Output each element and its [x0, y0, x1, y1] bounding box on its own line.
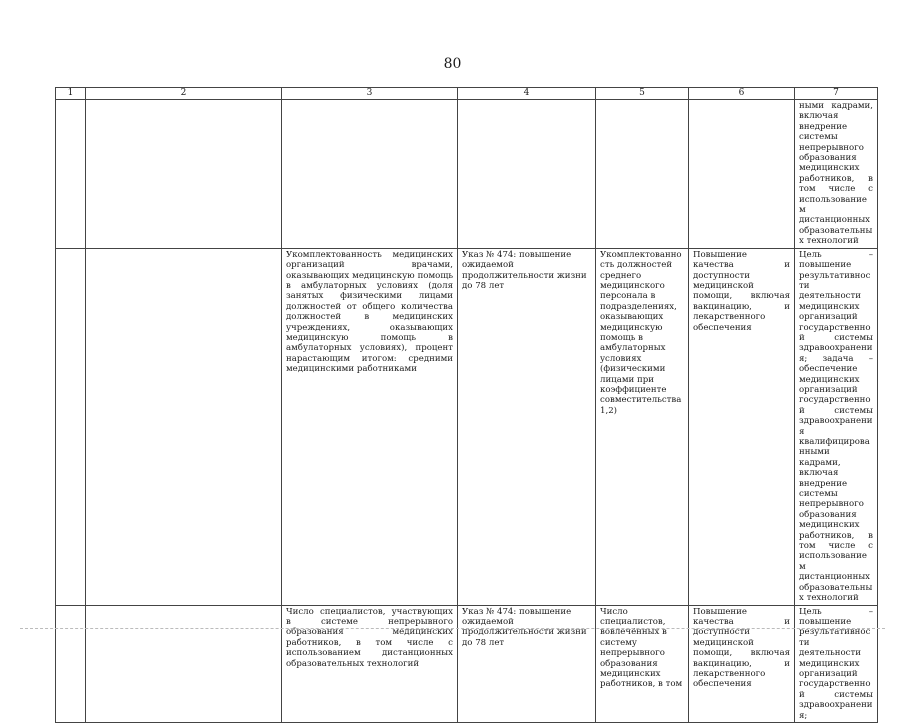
cell-text: Число специалистов, участвующих в системе непрерывного образования медицинских работников, в том числе с использованием дистанционных образовательных технологий	[286, 606, 453, 669]
page-number: 80	[443, 56, 462, 72]
table-row	[56, 248, 878, 605]
column-header-2: 2	[86, 88, 282, 100]
table-cell-goal	[795, 100, 878, 249]
table-row	[56, 100, 878, 249]
table-cell	[56, 100, 86, 249]
column-header-1: 1	[56, 88, 86, 100]
column-header-7: 7	[795, 88, 878, 100]
cell-text: Указ № 474: повышение ожидаемой продолжительности жизни до 78 лет	[462, 249, 587, 291]
cell-text: Повышение качества и доступности медицинской помощи, включая вакцинацию, и лекарственного обеспечения	[693, 249, 790, 333]
column-header-6: 6	[689, 88, 795, 100]
table-cell	[86, 605, 282, 722]
table-cell-goal	[795, 605, 878, 722]
cell-text: Повышение качества и доступности медицинской помощи, включая вакцинацию, и лекарственного обеспечения	[693, 606, 790, 690]
column-header-3: 3	[282, 88, 458, 100]
table-cell-decree	[458, 248, 596, 605]
table-cell	[458, 100, 596, 249]
cell-text: Укомплектованность медицинских организаций врачами, оказывающих медицинскую помощь в амбулаторных условиях (доля занятых физическими лицами должностей от общего количества должностей в медицинских учреждениях, оказывающих медицинскую помощь в амбулаторных условиях), процент нарастающим итогом: средними медицинскими работниками	[286, 249, 453, 375]
column-header-4: 4	[458, 88, 596, 100]
table-cell	[56, 248, 86, 605]
cell-text: ными кадрами, включая внедрение системы непрерывного образования медицинских работников, в том числе с использованием дистанционных образовательных технологий	[799, 101, 873, 247]
table-cell-metric	[596, 605, 689, 722]
cell-text: Укомплектованность должностей среднего медицинского персонала в подразделениях, оказывающих медицинскую помощь в амбулаторных условиях (физическими лицами при коэффициенте совместительства 1,2)	[600, 249, 682, 416]
column-header-5: 5	[596, 88, 689, 100]
table-cell	[86, 100, 282, 249]
table-cell-indicator	[282, 605, 458, 722]
table-cell-direction	[689, 248, 795, 605]
cell-text: Цель – повышение результативности деятельности медицинских организаций государственной системы здравоохранения;	[799, 606, 873, 721]
table-cell-indicator	[282, 248, 458, 605]
table-cell-direction	[689, 605, 795, 722]
cell-text: Цель – повышение результативности деятельности медицинских организаций государственной системы здравоохранения; задача – обеспечение медицинских организаций государственной системы здравоохранения квалифицированными кадрами, включая внедрение системы непрерывного образования медицинских работников, в том числе с использованием дистанционных образовательных технологий	[799, 249, 873, 604]
cell-text: Указ № 474: повышение ожидаемой продолжительности жизни до 78 лет	[462, 606, 587, 648]
table-cell	[86, 248, 282, 605]
table-cell	[56, 605, 86, 722]
table-cell	[596, 100, 689, 249]
scan-edge-line	[20, 628, 885, 631]
table-cell-decree	[458, 605, 596, 722]
table-cell	[689, 100, 795, 249]
table-header-row	[56, 88, 878, 100]
table-cell-goal	[795, 248, 878, 605]
table-cell-metric	[596, 248, 689, 605]
table-cell	[282, 100, 458, 249]
cell-text: Число специалистов, вовлечённых в систему непрерывного образования медицинских работников, в том	[600, 606, 683, 690]
table-row	[56, 605, 878, 722]
